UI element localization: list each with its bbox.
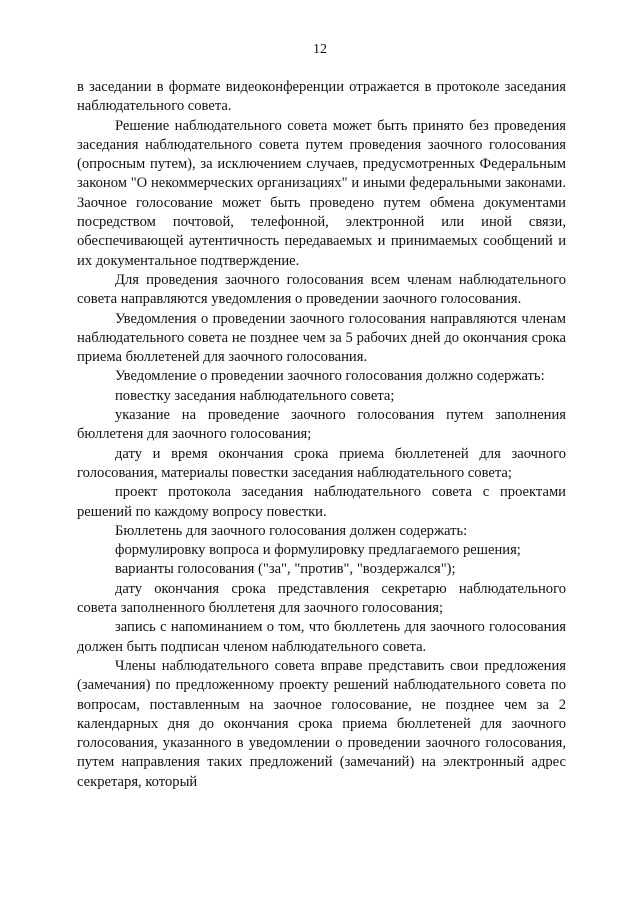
list-item-signature-reminder: запись с напоминанием о том, что бюллетень для заочного голосования должен быть подписан членом наблюдательного совета. [77,619,566,655]
paragraph-notifications-sent: Для проведения заочного голосования всем членам наблюдательного совета направляются уведомления о проведении заочного голосования. [77,271,566,308]
list-item-deadline-materials: дату и время окончания срока приема бюллетеней для заочного голосования, материалы повестки заседания наблюдательного совета; [77,445,566,481]
paragraph-notification-deadline: Уведомления о проведении заочного голосования направляются членам наблюдательного совета не позднее чем за 5 рабочих дней до окончания срока приема бюллетеней для заочного голосования. [77,310,566,366]
list-item-agenda: повестку заседания наблюдательного совета; [115,387,395,404]
list-item-ballot-instruction: указание на проведение заочного голосования путем заполнения бюллетеня для заочного голосования; [77,407,566,443]
paragraph-ballot-contents-intro: Бюллетень для заочного голосования должен содержать: [115,522,468,539]
paragraph-members-proposals: Члены наблюдательного совета вправе представить свои предложения (замечания) по предложенному проекту решений наблюдательного совета по вопросам, поставленным на заочное голосование, не позднее чем за 2 календарных дня до окончания срока приема бюллетеней для заочного голосования, указанного в уведомлении о проведении заочного голосования, путем направления таких предложений (замечаний) на электронный адрес секретаря, который [77,657,566,790]
list-item-draft-protocol: проект протокола заседания наблюдательного совета с проектами решений по каждому вопросу повестки. [77,484,566,520]
paragraph-decision-without-meeting: Решение наблюдательного совета может быть принято без проведения заседания наблюдательного совета путем проведения заочного голосования (опросным путем), за исключением случаев, предусмотренных Федеральным законом "О некоммерческих организациях" и иными федеральными законами. Заочное голосование может быть проведено путем обмена документами посредством почтовой, телефонной, электронной или иной связи, обеспечивающей аутентичность передаваемых и принимаемых сообщений и их документальное подтверждение. [77,117,566,269]
document-body [77,78,566,792]
list-item-question-wording: формулировку вопроса и формулировку предлагаемого решения; [115,542,521,559]
list-item-voting-options: варианты голосования ("за", "против", "воздержался"); [115,561,456,578]
page-number: 12 [313,42,327,57]
paragraph-notification-contents-intro: Уведомление о проведении заочного голосования должно содержать: [115,368,545,385]
list-item-submission-deadline: дату окончания срока представления секретарю наблюдательного совета заполненного бюллетеня для заочного голосования; [77,580,566,617]
paragraph-continuation: в заседании в формате видеоконференции отражается в протоколе заседания наблюдательного совета. [77,79,566,115]
